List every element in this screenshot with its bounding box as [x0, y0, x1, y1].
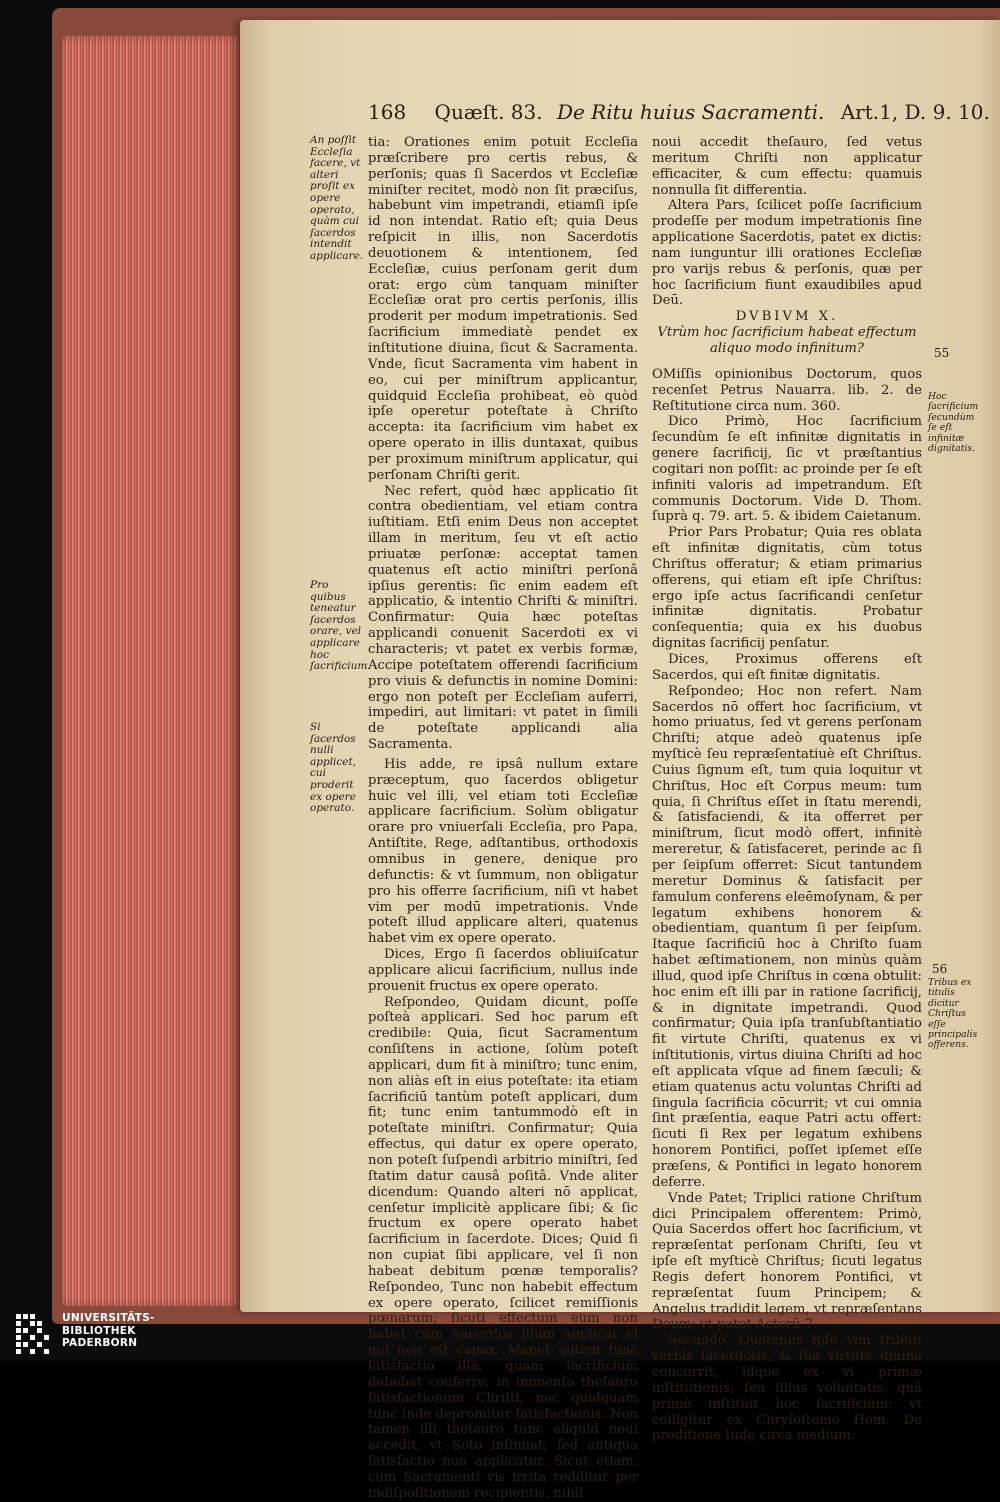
paragraph: noui accedit theſauro, ſed vetus meritum Chriſti non applicatur efficaciter, & cum effectu: quamuis nonnulla ſit differentia. — [652, 135, 922, 198]
section-heading: DVBIVM X. — [735, 309, 839, 325]
library-name-line: UNIVERSITÄTS- — [62, 1312, 155, 1324]
paragraph: Dico Primò, Hoc ſacrificium ſecundùm ſe eſt infinitæ dignitatis in genere ſacrificij, ſic vt præſtantius cogitari non poſſit: ac proinde per ſe eſt infiniti valoris ad impetrandum. Eſt communis Doctorum. Vide D. Thom. ſuprà q. 79. art. 5. & ibidem Caietanum. — [652, 414, 922, 525]
paragraph: Secundò, Quatenus ipſe vim tribuit verbis ſacerdotis, & ſua virtute diuina concurrit, idque ex vi primæ inſtitutionis; ſeu illius voluntatis, quâ primò inſtituit hoc ſacrificium: vt colligitur ex Chryſoſtomo Hom. De proditione Iudę circa medium. — [652, 1333, 922, 1444]
paragraph: OMiſſis opinionibus Doctorum, quos recenſet Petrus Nauarra. lib. 2. de Reſtitutione circa num. 360. — [652, 366, 922, 414]
header-question: Quæſt. 83. — [434, 100, 543, 124]
paragraph: Dices, Ergo ſi ſacerdos obliuiſcatur applicare alicui ſacrificium, nullus inde prouenit fructus ex opere operato. — [368, 947, 638, 994]
page-edges — [62, 36, 242, 1306]
margin-note: Pro quibus teneatur ſacerdos orare, vel applicare hoc ſacrificium. — [310, 579, 371, 673]
paragraph: Reſpondeo, Quidam dicunt, poſſe poſteà applicari. Sed hoc parum eſt credibile: Quia, ſicut Sacramentum conſiſtens in actione, ſolùm poteſt applicari, dum fit à miniſtro; tunc enim, non aliàs eſt in eius poteſtate: ita etiam ſacrificiū tantùm poteſt applicari, dum fit; tunc enim tantummodò eſt in poteſtate miniſtri. Confirmatur; Quia effectus, qui datur ex opere operato, non poteſt ſuſpendi arbitrio miniſtri, ſed ſtatim datur causâ poſitâ. Vnde aliter dicendum: Quando alteri nō applicat, cenſetur implicitè applicare ſibi; & ſic fructum ex opere operato habet ſacrificium in ſacerdote. Dices; Quid ſi non cupiat ſibi applicare, vel ſi non habeat debitum pœnæ temporalis? Reſpondeo, Tunc non habebit effectum ex opere operato, ſcilicet remiſſionis pœnarum; ſicuti effectum eum non habet cùm Sacerdos illum applicat ei qui non eſt capax. Manet autem tunc ſatisfactio illa, quam ſacrificium debebat conferre, in immenſo theſauro ſatisfactionum Chriſti, nec quidquam tunc inde depromitur ſatisfactionis. Non tamen illi theſauro tunc aliquid noui accedit, vt Soto inſinuat; ſed antiqua ſatisfactio non applicatur. Sicut etiam, cùm Sacramenti vis irrita redditur per indiſpoſitionem recipientis, nihil — [368, 994, 638, 1501]
margin-note: Si ſacerdos nulli applicet, cui proderit ex opere operato. — [310, 721, 357, 815]
section-question: Vtrùm hoc ſacrificium habeat effectum aliquo modo infinitum? — [657, 325, 917, 356]
library-name-line: PADERBORN — [62, 1337, 138, 1349]
library-logo-icon — [14, 1312, 58, 1358]
paragraph: His adde, re ipsâ nullum extare præceptum, quo ſacerdos obligetur huic vel illi, vel etiam toti Eccleſiæ applicare ſacrificium. Solùm obligatur orare pro vniuerſali Eccleſia, pro Papa, Antiſtite, Rege, adſtantibus, orthodoxis omnibus in genere, denique pro defunctis: & vt ſummum, non obligatur pro his offerre ſacrificium, niſi vt habet vim per modū impetrationis. Vnde poteſt illud applicare alteri, quatenus habet vim ex opere operato. — [368, 756, 638, 947]
margin-number: 55 — [934, 346, 950, 360]
paragraph: Dices, Proximus offerens eſt Sacerdos, qui eſt finitæ dignitatis. — [652, 652, 922, 683]
text-column-right — [652, 135, 922, 1444]
running-header — [368, 100, 990, 130]
library-logo — [14, 1312, 174, 1360]
paragraph: Vnde Patet; Triplici ratione Chriſtum dici Principalem offerentem: Primò, Quia Sacerdos offert hoc ſacrificium, vt repræſentat perſonam Chriſti, ſeu vt ipſe eſt myſticè Chriſtus; ſicuti legatus Regis defert honorem Pontifici, vt repræſentat ſuum Principem; & Angelus tradidit legem, vt repræſentans Deum; vt patet Actorū 7. — [652, 1190, 922, 1333]
paragraph: Altera Pars, ſcilicet poſſe ſacrificium prodeſſe per modum impetrationis ſine applicatione Sacerdotis, patet ex dictis: nam iunguntur illi orationes Eccleſiæ pro varijs rebus & perſonis, quæ per hoc ſacrificium fiunt exaudibiles apud Deū. — [652, 198, 922, 309]
margin-note: Hoc ſacrificium ſecundùm ſe eſt infinitæ dignitatis. — [928, 391, 979, 455]
page-number: 168 — [368, 100, 407, 124]
margin-note: An poſſit Eccleſia facere, vt alteri proſit ex opere operato, quàm cui ſacerdos intendit applicare. — [310, 134, 364, 262]
library-name-line: BIBLIOTHEK — [62, 1324, 136, 1337]
paragraph: Reſpondeo; Hoc non refert. Nam Sacerdos nō offert hoc ſacrificium, vt homo priuatus, ſed vt gerens perſonam Chriſti; atque adeò quatenus ipſe myſticè ſeu repræſentatiuè eſt Chriſtus. Cuius ſignum eſt, tum quia loquitur vt Chriſtus, Hoc eſt Corpus meum: tum quia, ſi Chriſtus eſſet in ſtatu merendi, & ſatisfaciendi, & ita offerret per miniſtrum, ſicut modò offert, infinitè mereretur, & ſatisfaceret, perinde ac ſi per ſeipſum offerret: Sicut tantundem meretur Dominus & ſatisfacit per famulum conferens eleēmoſynam, & per legatum exhibens honorem & obedientiam, quantum ſi per ſeipſum. Itaque ſacrificiū hoc à Chriſto ſuam habet æſtimationem, non minùs quàm illud, quod ipſe Chriſtus in cœna obtulit: hoc enim eſt illi par in ratione ſacrificij, & in dignitate impetrandi. Quod confirmatur; Quia ipſa tranſubſtantiatio fit virtute Chriſti, quatenus ex vi inſtitutionis, virtus diuina Chriſti ad hoc eſt applicata vſque ad finem ſæculi; & etiam quatenus actu voluntas Chriſti ad ſingula ſacrificia cōcurrit; vt cui omnia ſint præſentia, eaque Patri actu offert: ſicuti ſi Rex per legatum exhibens honorem Pontifici, poſſet ipſemet eſſe præſens, & Pontifici in legato honorem deferre. — [652, 683, 922, 1190]
margin-note: Tribus ex titulis dicitur Chriſtus eſſe principalis offerens. — [928, 977, 978, 1051]
header-article: Art.1, D. 9. 10. — [840, 100, 990, 124]
paragraph: Prior Pars Probatur; Quia res oblata eſt infinitæ dignitatis, cùm totus Chriſtus offeratur; & etiam primarius offerens, qui etiam eſt ipſe Chriſtus: ergo ipſe actus ſacrificandi cenſetur infinitæ dignitatis. Probatur conſequentia; quia ex his duobus dignitas ſacrificij penſatur. — [652, 525, 922, 652]
header-title: De Ritu huius Sacramenti. — [556, 100, 825, 124]
margin-number: 56 — [932, 962, 948, 976]
paragraph: tia: Orationes enim potuit Eccleſia præſcribere pro certis rebus, & perſonis; quas ſi Sacerdos vt Eccleſiæ miniſter recitet, modò non ſit præciſus, habebunt vim impetrandi, etiamſi ipſe id non intendat. Ratio eſt; quia Deus reſpicit in illis, non Sacerdotis deuotionem & intentionem, ſed Eccleſiæ, cuius perſonam gerit dum orat: ergo cùm tanquam miniſter Eccleſiæ orat pro certis perſonis, illis proderit per modum impetrationis. Sed ſacrificium immediatè pendet ex inſtitutione diuina, ſicut & Sacramenta. Vnde, ſicut Sacramenta vim habent in eo, cui per miniſtrum applicantur, quidquid Eccleſia prohibeat, eò quòd ipſe operetur poteſtate à Chriſto accepta: ita ſacrificium vim habet ex opere operato in illis duntaxat, quibus per proximum miniſtrum applicatur, qui perſonam Chriſti gerit. — [368, 135, 638, 483]
library-name — [62, 1312, 155, 1350]
text-column-left — [368, 135, 638, 1502]
paragraph: Nec refert, quòd hæc applicatio ſit contra obedientiam, vel etiam contra iuſtitiam. Etſi enim Deus non acceptet illam in meritum, ſeu vt eſt actio priuatæ perſonæ: acceptat tamen quatenus eſt actio miniſtri perſonâ ipſius gerentis: ſic enim eadem eſt applicatio, & intentio Chriſti & miniſtri. Confirmatur: Quia hæc poteſtas applicandi conuenit Sacerdoti ex vi characteris; vt patet ex verbis formæ, Accipe poteſtatem offerendi ſacrificium pro viuis & defunctis in nomine Domini: ergo non poteſt per Eccleſiam auferri, impediri, aut limitari: vt patet in ſimili de poteſtate applicandi alia Sacramenta. — [368, 483, 638, 753]
